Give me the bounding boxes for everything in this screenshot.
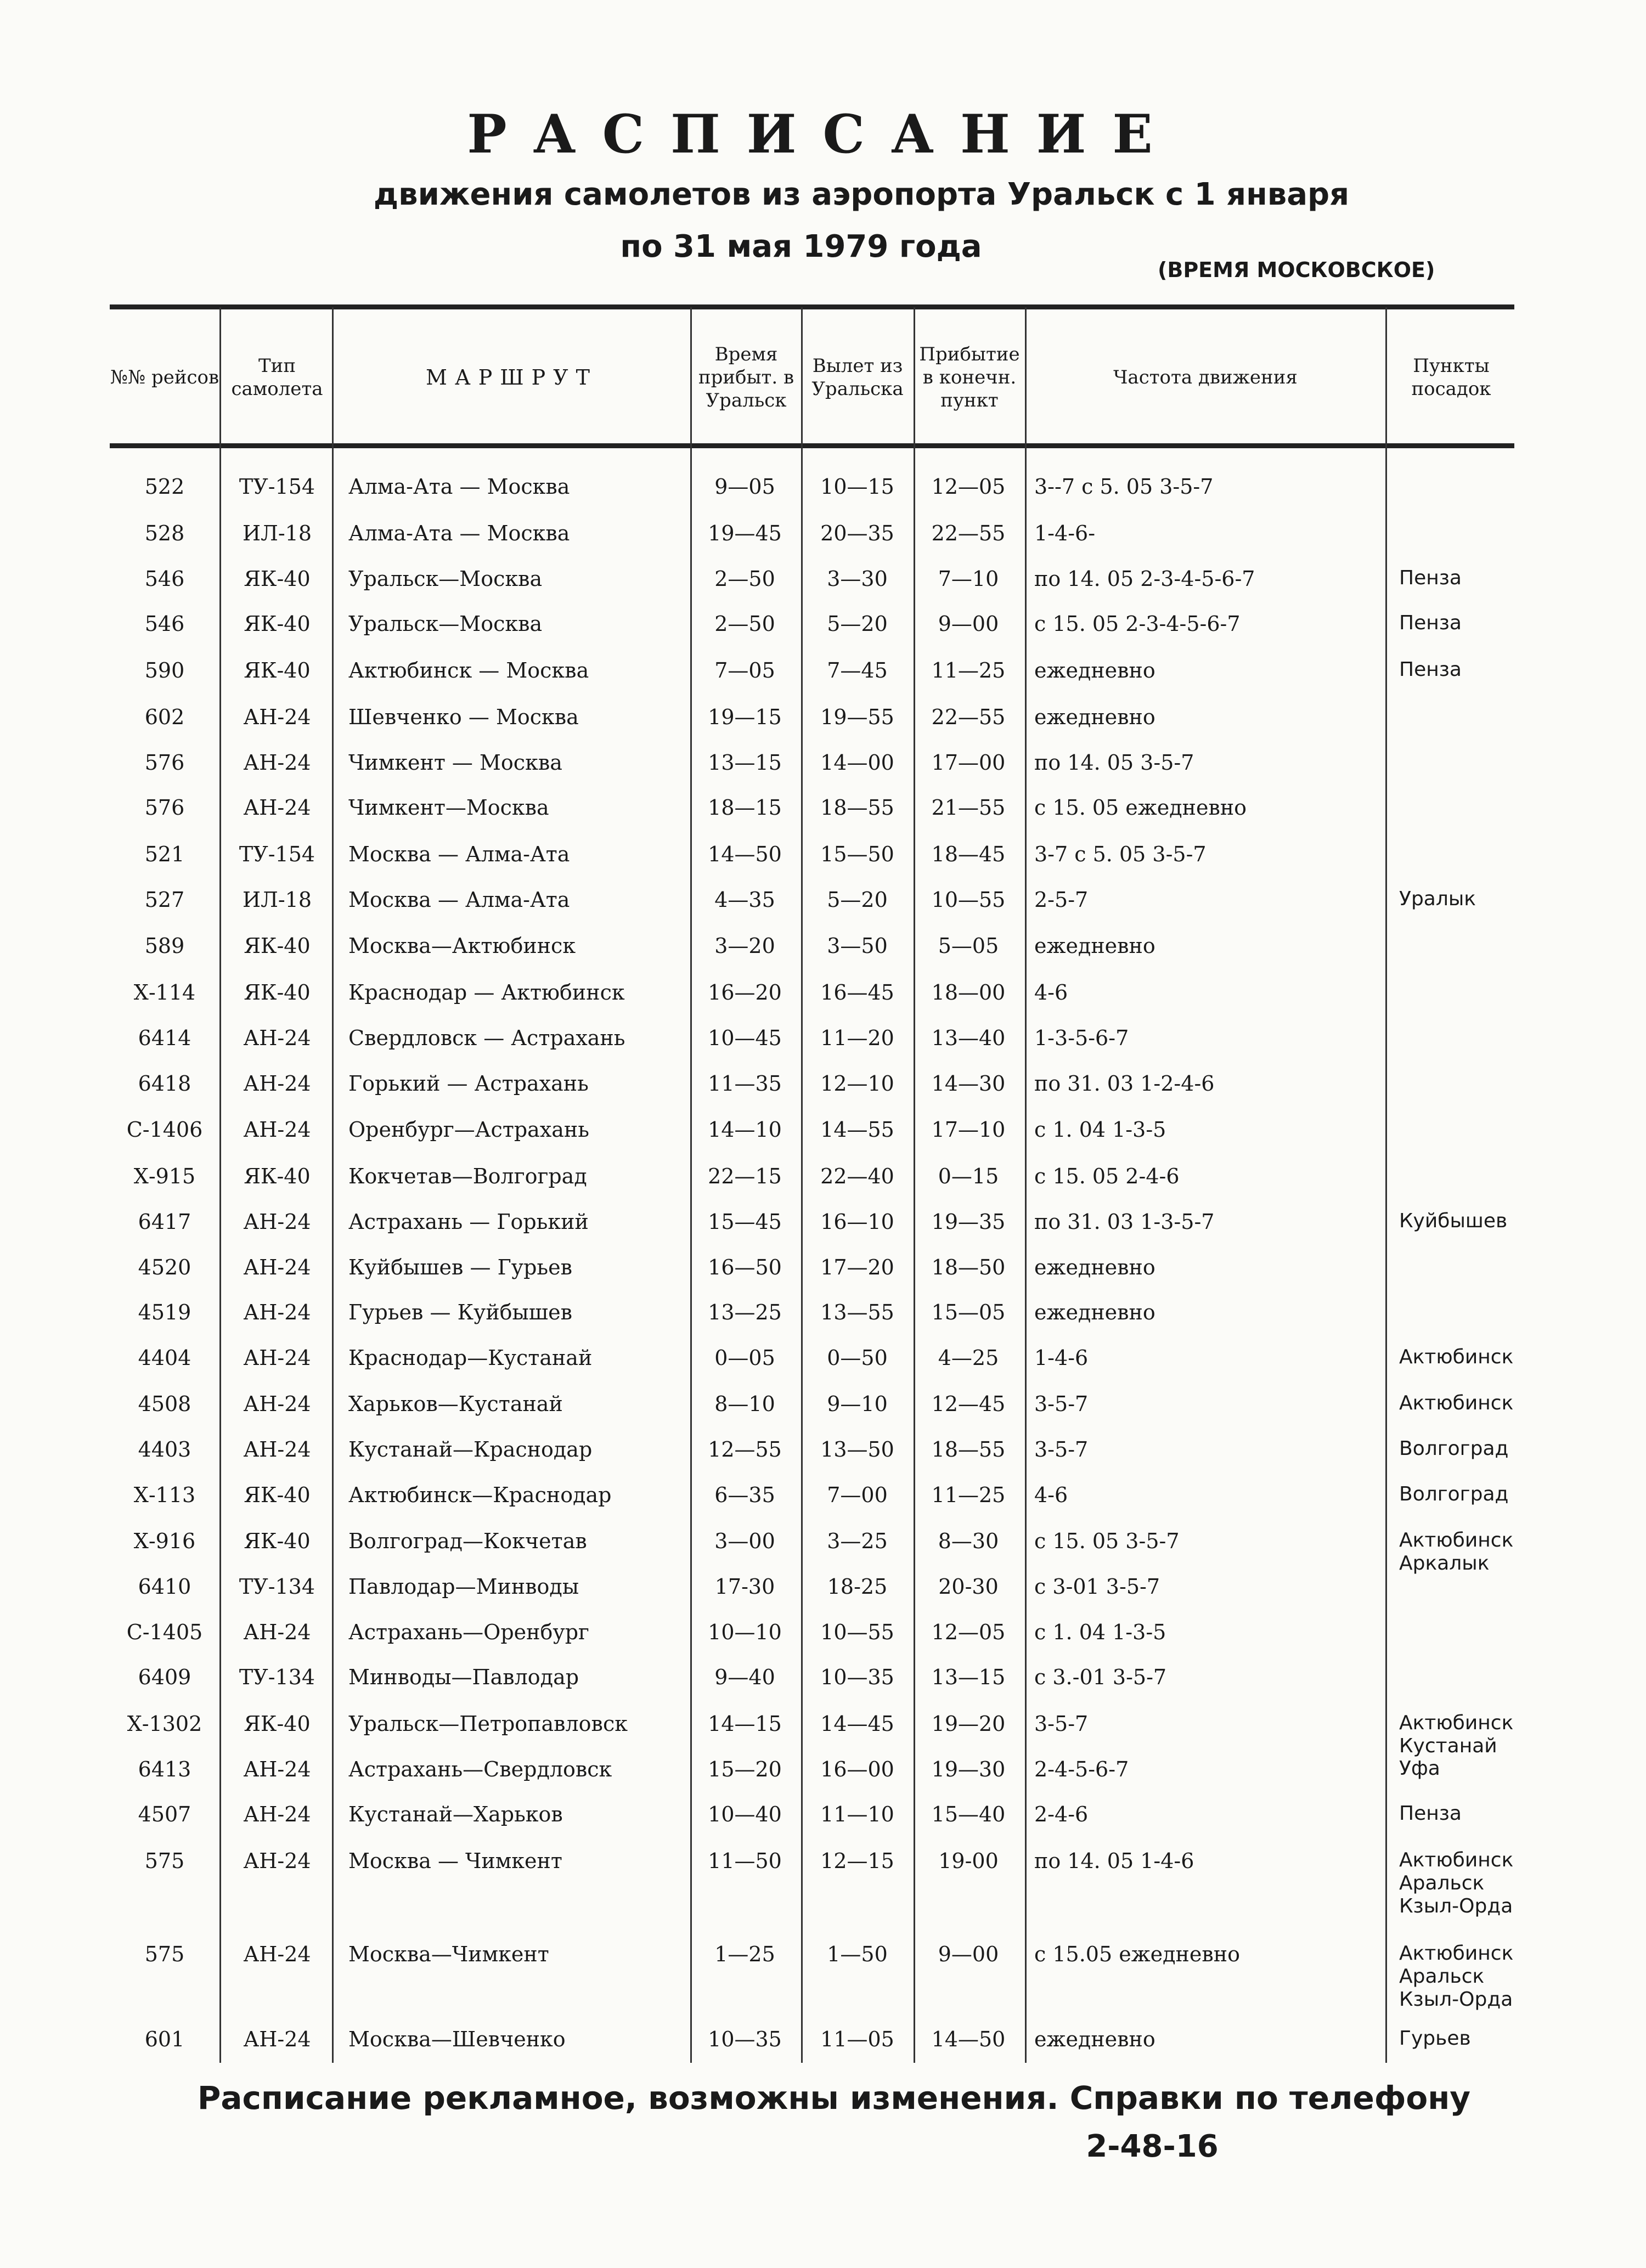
final-arrival-time-cell: 18—00: [931, 980, 1006, 1005]
final-arrival-time-cell: 19—35: [931, 1210, 1006, 1234]
frequency-cell: с 15. 05 3-5-7: [1034, 1529, 1180, 1553]
arrival-time-cell: 8—10: [714, 1392, 775, 1416]
flight-number-cell: 575: [144, 1849, 185, 1873]
departure-time-cell: 3—30: [827, 567, 888, 591]
flight-number-cell: 6410: [138, 1575, 191, 1599]
header-final-arrival: Прибытие в конечн. пункт: [919, 343, 1020, 411]
departure-time-cell: 16—45: [820, 980, 894, 1005]
frequency-cell: с 1. 04 1-3-5: [1034, 1620, 1166, 1644]
header-aircraft: Тип самолета: [231, 354, 323, 400]
page-subtitle-line2: по 31 мая 1979 года: [620, 229, 982, 264]
route-cell: Алма-Ата — Москва: [348, 521, 570, 545]
flight-number-cell: 4404: [138, 1346, 191, 1370]
frequency-cell: ежедневно: [1034, 2027, 1155, 2051]
frequency-cell: с 3.-01 3-5-7: [1034, 1665, 1167, 1689]
frequency-cell: с 15. 05 ежедневно: [1034, 796, 1247, 820]
arrival-time-cell: 4—35: [714, 888, 775, 912]
stops-cell: Пенза: [1399, 658, 1462, 681]
frequency-cell: 1-3-5-6-7: [1034, 1026, 1129, 1050]
route-cell: Куйбышев — Гурьев: [348, 1255, 572, 1279]
flight-number-cell: 528: [144, 521, 185, 545]
arrival-time-cell: 14—10: [708, 1118, 782, 1142]
aircraft-type-cell: АН-24: [243, 1210, 311, 1234]
arrival-time-cell: 10—45: [708, 1026, 782, 1050]
arrival-time-cell: 11—35: [708, 1071, 782, 1096]
flight-number-cell: 6418: [138, 1071, 191, 1096]
final-arrival-time-cell: 7—10: [938, 567, 999, 591]
aircraft-type-cell: АН-24: [243, 1757, 311, 1781]
aircraft-type-cell: АН-24: [243, 1620, 311, 1644]
flight-number-cell: С-1406: [126, 1118, 203, 1142]
time-note: (ВРЕМЯ МОСКОВСКОЕ): [1158, 258, 1435, 282]
aircraft-type-cell: АН-24: [243, 1026, 311, 1050]
stops-cell: Гурьев: [1399, 2027, 1471, 2050]
route-cell: Алма-Ата — Москва: [348, 475, 570, 499]
final-arrival-time-cell: 8—30: [938, 1529, 999, 1553]
aircraft-type-cell: АН-24: [243, 751, 311, 775]
final-arrival-time-cell: 21—55: [931, 796, 1006, 820]
arrival-time-cell: 12—55: [708, 1437, 782, 1462]
route-cell: Кустанай—Харьков: [348, 1802, 563, 1826]
departure-time-cell: 16—00: [820, 1757, 894, 1781]
route-cell: Актюбинск—Краснодар: [348, 1483, 612, 1507]
route-cell: Уральск—Петропавловск: [348, 1712, 628, 1736]
arrival-time-cell: 14—50: [708, 842, 782, 866]
final-arrival-time-cell: 22—55: [931, 521, 1006, 545]
frequency-cell: 1-4-6: [1034, 1346, 1089, 1370]
frequency-cell: ежедневно: [1034, 705, 1155, 729]
aircraft-type-cell: ЯК-40: [244, 1529, 311, 1553]
stops-cell: Актюбинск Аркалык: [1399, 1529, 1514, 1575]
arrival-time-cell: 15—20: [708, 1757, 782, 1781]
aircraft-type-cell: АН-24: [243, 2027, 311, 2051]
aircraft-type-cell: АН-24: [243, 1071, 311, 1096]
frequency-cell: 4-6: [1034, 980, 1068, 1005]
aircraft-type-cell: ИЛ-18: [242, 888, 312, 912]
stops-cell: Пенза: [1399, 567, 1462, 589]
aircraft-type-cell: ТУ-154: [239, 475, 315, 499]
frequency-cell: с 15. 05 2-4-6: [1034, 1164, 1180, 1188]
route-cell: Москва — Алма-Ата: [348, 842, 570, 866]
route-cell: Волгоград—Кокчетав: [348, 1529, 587, 1553]
departure-time-cell: 11—20: [820, 1026, 894, 1050]
departure-time-cell: 18—55: [820, 796, 894, 820]
arrival-time-cell: 3—00: [714, 1529, 775, 1553]
final-arrival-time-cell: 19-00: [938, 1849, 999, 1873]
page-subtitle-line1: движения самолетов из аэропорта Уральск с 1 января: [373, 177, 1350, 212]
aircraft-type-cell: АН-24: [243, 1300, 311, 1324]
route-cell: Москва — Чимкент: [348, 1849, 562, 1873]
route-cell: Чимкент—Москва: [348, 796, 549, 820]
aircraft-type-cell: ЯК-40: [244, 934, 311, 958]
col-divider: [219, 307, 221, 2063]
aircraft-type-cell: ТУ-154: [239, 842, 315, 866]
arrival-time-cell: 19—15: [708, 705, 782, 729]
flight-number-cell: 6414: [138, 1026, 191, 1050]
stops-cell: Актюбинск: [1399, 1346, 1514, 1368]
arrival-time-cell: 7—05: [714, 658, 775, 682]
final-arrival-time-cell: 15—05: [931, 1300, 1006, 1324]
departure-time-cell: 20—35: [820, 521, 894, 545]
arrival-time-cell: 15—45: [708, 1210, 782, 1234]
aircraft-type-cell: АН-24: [243, 1802, 311, 1826]
final-arrival-time-cell: 19—30: [931, 1757, 1006, 1781]
route-cell: Москва—Чимкент: [348, 1942, 549, 1966]
departure-time-cell: 5—20: [827, 612, 888, 636]
arrival-time-cell: 11—50: [708, 1849, 782, 1873]
departure-time-cell: 17—20: [820, 1255, 894, 1279]
col-divider: [801, 307, 803, 2063]
departure-time-cell: 12—15: [820, 1849, 894, 1873]
flight-number-cell: 576: [144, 796, 185, 820]
arrival-time-cell: 2—50: [714, 612, 775, 636]
final-arrival-time-cell: 22—55: [931, 705, 1006, 729]
flight-number-cell: 4403: [138, 1437, 191, 1462]
final-arrival-time-cell: 12—45: [931, 1392, 1006, 1416]
arrival-time-cell: 16—20: [708, 980, 782, 1005]
flight-number-cell: 521: [144, 842, 185, 866]
flight-number-cell: Х-113: [133, 1483, 196, 1507]
departure-time-cell: 12—10: [820, 1071, 894, 1096]
frequency-cell: по 14. 05 1-4-6: [1034, 1849, 1194, 1873]
arrival-time-cell: 18—15: [708, 796, 782, 820]
final-arrival-time-cell: 0—15: [938, 1164, 999, 1188]
aircraft-type-cell: ЯК-40: [244, 612, 311, 636]
departure-time-cell: 13—50: [820, 1437, 894, 1462]
header-frequency: Частота движения: [1113, 366, 1298, 388]
col-divider: [914, 307, 915, 2063]
flight-number-cell: 6409: [138, 1665, 191, 1689]
frequency-cell: по 14. 05 2-3-4-5-6-7: [1034, 567, 1255, 591]
departure-time-cell: 10—35: [820, 1665, 894, 1689]
flight-number-cell: 589: [144, 934, 185, 958]
final-arrival-time-cell: 9—00: [938, 1942, 999, 1966]
aircraft-type-cell: ТУ-134: [239, 1575, 315, 1599]
frequency-cell: 2-4-6: [1034, 1802, 1089, 1826]
route-cell: Кустанай—Краснодар: [348, 1437, 593, 1462]
final-arrival-time-cell: 11—25: [931, 1483, 1006, 1507]
arrival-time-cell: 3—20: [714, 934, 775, 958]
departure-time-cell: 11—05: [820, 2027, 894, 2051]
stops-cell: Волгоград: [1399, 1483, 1509, 1505]
frequency-cell: с 1. 04 1-3-5: [1034, 1118, 1166, 1142]
stops-cell: Куйбышев: [1399, 1210, 1508, 1232]
frequency-cell: по 14. 05 3-5-7: [1034, 751, 1194, 775]
route-cell: Астрахань—Оренбург: [348, 1620, 589, 1644]
header-route: МАРШРУТ: [426, 365, 597, 390]
arrival-time-cell: 0—05: [714, 1346, 775, 1370]
final-arrival-time-cell: 11—25: [931, 658, 1006, 682]
route-cell: Москва—Шевченко: [348, 2027, 566, 2051]
flight-number-cell: 576: [144, 751, 185, 775]
aircraft-type-cell: АН-24: [243, 1942, 311, 1966]
flight-number-cell: 4519: [138, 1300, 191, 1324]
stops-cell: Уралык: [1399, 888, 1476, 910]
departure-time-cell: 7—45: [827, 658, 888, 682]
flight-number-cell: 575: [144, 1942, 185, 1966]
aircraft-type-cell: АН-24: [243, 1118, 311, 1142]
departure-time-cell: 0—50: [827, 1346, 888, 1370]
departure-time-cell: 7—00: [827, 1483, 888, 1507]
arrival-time-cell: 2—50: [714, 567, 775, 591]
aircraft-type-cell: ЯК-40: [244, 658, 311, 682]
departure-time-cell: 10—55: [820, 1620, 894, 1644]
route-cell: Астрахань—Свердловск: [348, 1757, 612, 1781]
departure-time-cell: 11—10: [820, 1802, 894, 1826]
departure-time-cell: 13—55: [820, 1300, 894, 1324]
aircraft-type-cell: АН-24: [243, 1255, 311, 1279]
final-arrival-time-cell: 4—25: [938, 1346, 999, 1370]
arrival-time-cell: 14—15: [708, 1712, 782, 1736]
frequency-cell: с 15.05 ежедневно: [1034, 1942, 1240, 1966]
flight-number-cell: Х-915: [133, 1164, 196, 1188]
departure-time-cell: 14—00: [820, 751, 894, 775]
aircraft-type-cell: АН-24: [243, 1849, 311, 1873]
aircraft-type-cell: ЯК-40: [244, 1483, 311, 1507]
aircraft-type-cell: ЯК-40: [244, 1164, 311, 1188]
flight-number-cell: 602: [144, 705, 185, 729]
aircraft-type-cell: АН-24: [243, 705, 311, 729]
stops-cell: Волгоград: [1399, 1437, 1509, 1460]
departure-time-cell: 15—50: [820, 842, 894, 866]
flight-number-cell: 546: [144, 567, 185, 591]
flight-number-cell: 527: [144, 888, 185, 912]
frequency-cell: 3-5-7: [1034, 1437, 1089, 1462]
frequency-cell: ежедневно: [1034, 934, 1155, 958]
aircraft-type-cell: АН-24: [243, 796, 311, 820]
frequency-cell: 2-5-7: [1034, 888, 1089, 912]
route-cell: Кокчетав—Волгоград: [348, 1164, 587, 1188]
arrival-time-cell: 9—05: [714, 475, 775, 499]
flight-number-cell: Х-916: [133, 1529, 196, 1553]
route-cell: Уральск—Москва: [348, 567, 543, 591]
arrival-time-cell: 1—25: [714, 1942, 775, 1966]
flight-number-cell: 546: [144, 612, 185, 636]
departure-time-cell: 3—50: [827, 934, 888, 958]
final-arrival-time-cell: 15—40: [931, 1802, 1006, 1826]
footer-note: Расписание рекламное, возможны изменения. Справки по телефону: [197, 2079, 1471, 2117]
final-arrival-time-cell: 17—00: [931, 751, 1006, 775]
route-cell: Свердловск — Астрахань: [348, 1026, 625, 1050]
route-cell: Гурьев — Куйбышев: [348, 1300, 572, 1324]
final-arrival-time-cell: 18—50: [931, 1255, 1006, 1279]
departure-time-cell: 5—20: [827, 888, 888, 912]
frequency-cell: 3--7 с 5. 05 3-5-7: [1034, 475, 1214, 499]
departure-time-cell: 10—15: [820, 475, 894, 499]
stops-cell: Актюбинск Кустанай: [1399, 1712, 1514, 1757]
frequency-cell: 3-5-7: [1034, 1712, 1089, 1736]
flight-number-cell: 4508: [138, 1392, 191, 1416]
arrival-time-cell: 10—40: [708, 1802, 782, 1826]
route-cell: Горький — Астрахань: [348, 1071, 589, 1096]
final-arrival-time-cell: 10—55: [931, 888, 1006, 912]
final-arrival-time-cell: 18—55: [931, 1437, 1006, 1462]
aircraft-type-cell: ЯК-40: [244, 567, 311, 591]
arrival-time-cell: 10—35: [708, 2027, 782, 2051]
frequency-cell: по 31. 03 1-2-4-6: [1034, 1071, 1215, 1096]
arrival-time-cell: 13—15: [708, 751, 782, 775]
aircraft-type-cell: АН-24: [243, 1346, 311, 1370]
stops-cell: Актюбинск Аральск Кзыл-Орда: [1399, 1849, 1514, 1917]
frequency-cell: с 15. 05 2-3-4-5-6-7: [1034, 612, 1241, 636]
frequency-cell: 1-4-6-: [1034, 521, 1096, 545]
final-arrival-time-cell: 5—05: [938, 934, 999, 958]
aircraft-type-cell: ЯК-40: [244, 1712, 311, 1736]
frequency-cell: с 3-01 3-5-7: [1034, 1575, 1160, 1599]
header-flight-no: №№ рейсов: [110, 366, 219, 388]
arrival-time-cell: 6—35: [714, 1483, 775, 1507]
aircraft-type-cell: АН-24: [243, 1437, 311, 1462]
aircraft-type-cell: ТУ-134: [239, 1665, 315, 1689]
final-arrival-time-cell: 14—30: [931, 1071, 1006, 1096]
route-cell: Шевченко — Москва: [348, 705, 579, 729]
col-divider: [1385, 307, 1387, 2063]
departure-time-cell: 22—40: [820, 1164, 894, 1188]
stops-cell: Уфа: [1399, 1757, 1440, 1780]
arrival-time-cell: 16—50: [708, 1255, 782, 1279]
flight-number-cell: Х-114: [133, 980, 196, 1005]
frequency-cell: ежедневно: [1034, 1255, 1155, 1279]
departure-time-cell: 1—50: [827, 1942, 888, 1966]
arrival-time-cell: 19—45: [708, 521, 782, 545]
final-arrival-time-cell: 18—45: [931, 842, 1006, 866]
route-cell: Краснодар—Кустанай: [348, 1346, 593, 1370]
flight-number-cell: 522: [144, 475, 185, 499]
route-cell: Оренбург—Астрахань: [348, 1118, 589, 1142]
route-cell: Москва—Актюбинск: [348, 934, 576, 958]
header-rule: [110, 443, 1514, 448]
flight-number-cell: 601: [144, 2027, 185, 2051]
footer-phone: 2-48-16: [1086, 2129, 1219, 2164]
departure-time-cell: 14—45: [820, 1712, 894, 1736]
departure-time-cell: 14—55: [820, 1118, 894, 1142]
header-arrival: Время прибыт. в Уральск: [698, 343, 794, 411]
header-stops: Пункты посадок: [1411, 354, 1491, 400]
final-arrival-time-cell: 19—20: [931, 1712, 1006, 1736]
frequency-cell: по 31. 03 1-3-5-7: [1034, 1210, 1215, 1234]
final-arrival-time-cell: 12—05: [931, 475, 1006, 499]
final-arrival-time-cell: 9—00: [938, 612, 999, 636]
route-cell: Чимкент — Москва: [348, 751, 562, 775]
route-cell: Уральск—Москва: [348, 612, 543, 636]
flight-number-cell: 590: [144, 658, 185, 682]
departure-time-cell: 18-25: [827, 1575, 888, 1599]
top-rule: [110, 304, 1514, 309]
departure-time-cell: 19—55: [820, 705, 894, 729]
flight-number-cell: 6417: [138, 1210, 191, 1234]
aircraft-type-cell: АН-24: [243, 1392, 311, 1416]
route-cell: Харьков—Кустанай: [348, 1392, 563, 1416]
arrival-time-cell: 13—25: [708, 1300, 782, 1324]
final-arrival-time-cell: 13—40: [931, 1026, 1006, 1050]
route-cell: Минводы—Павлодар: [348, 1665, 579, 1689]
page-title: РАСПИСАНИЕ: [467, 103, 1179, 165]
final-arrival-time-cell: 12—05: [931, 1620, 1006, 1644]
route-cell: Павлодар—Минводы: [348, 1575, 579, 1599]
flight-number-cell: 4520: [138, 1255, 191, 1279]
arrival-time-cell: 22—15: [708, 1164, 782, 1188]
stops-cell: Пенза: [1399, 1802, 1462, 1825]
frequency-cell: 3-7 с 5. 05 3-5-7: [1034, 842, 1207, 866]
frequency-cell: 3-5-7: [1034, 1392, 1089, 1416]
aircraft-type-cell: ИЛ-18: [242, 521, 312, 545]
col-divider: [332, 307, 334, 2063]
aircraft-type-cell: ЯК-40: [244, 980, 311, 1005]
frequency-cell: ежедневно: [1034, 1300, 1155, 1324]
arrival-time-cell: 17-30: [714, 1575, 775, 1599]
departure-time-cell: 9—10: [827, 1392, 888, 1416]
header-departure: Вылет из Уральска: [811, 354, 904, 400]
route-cell: Москва — Алма-Ата: [348, 888, 570, 912]
flight-number-cell: 6413: [138, 1757, 191, 1781]
col-divider: [1025, 307, 1027, 2063]
route-cell: Астрахань — Горький: [348, 1210, 589, 1234]
arrival-time-cell: 10—10: [708, 1620, 782, 1644]
final-arrival-time-cell: 13—15: [931, 1665, 1006, 1689]
departure-time-cell: 16—10: [820, 1210, 894, 1234]
flight-number-cell: С-1405: [126, 1620, 203, 1644]
final-arrival-time-cell: 20-30: [938, 1575, 999, 1599]
route-cell: Актюбинск — Москва: [348, 658, 589, 682]
departure-time-cell: 3—25: [827, 1529, 888, 1553]
frequency-cell: 4-6: [1034, 1483, 1068, 1507]
final-arrival-time-cell: 14—50: [931, 2027, 1006, 2051]
route-cell: Краснодар — Актюбинск: [348, 980, 625, 1005]
final-arrival-time-cell: 17—10: [931, 1118, 1006, 1142]
frequency-cell: 2-4-5-6-7: [1034, 1757, 1129, 1781]
frequency-cell: ежедневно: [1034, 658, 1155, 682]
flight-number-cell: 4507: [138, 1802, 191, 1826]
stops-cell: Пенза: [1399, 612, 1462, 634]
stops-cell: Актюбинск Аральск Кзыл-Орда: [1399, 1942, 1514, 2011]
stops-cell: Актюбинск: [1399, 1392, 1514, 1414]
arrival-time-cell: 9—40: [714, 1665, 775, 1689]
flight-number-cell: Х-1302: [127, 1712, 202, 1736]
